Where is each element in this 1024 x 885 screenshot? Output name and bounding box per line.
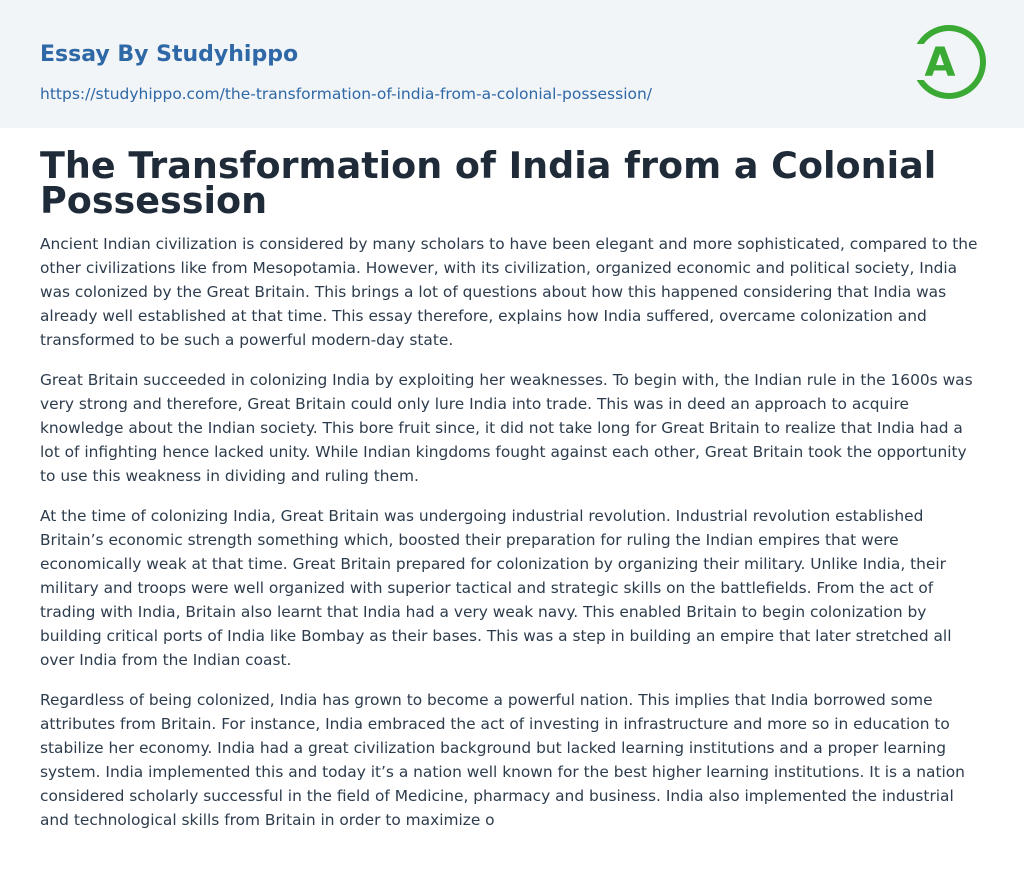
brand-title[interactable]: Essay By Studyhippo bbox=[40, 42, 299, 67]
studyhippo-logo-icon[interactable] bbox=[912, 19, 986, 105]
paragraph-1: Ancient Indian civilization is considered by many scholars to have been elegant and more sophisticated, compared to the other civilizations like from Mesopotamia. However, with its civilization, organized economic and political society, India was colonized by the Great Britain. This brings a lot of questions about how this happened considering that India was already well established at that time. This essay therefore, explains how India suffered, overcame colonization and transformed to be such a powerful modern-day state. bbox=[40, 235, 978, 349]
paragraph-3: At the time of colonizing India, Great Britain was undergoing industrial revolution. Industrial revolution established Britain’s economic strength something which, boosted their preparation for ruling the Indian empires that were economically weak at that time. Great Britain prepared for colonization by organizing their military. Unlike India, their military and troops were well organized with superior tactical and strategic skills on the battlefields. From the act of trading with India, Britain also learnt that India had a very weak navy. This enabled Britain to begin colonization by building critical ports of India like Bombay as their bases. This was a step in building an empire that later stretched all over India from the Indian coast. bbox=[40, 507, 952, 669]
paragraph-4: Regardless of being colonized, India has grown to become a powerful nation. This implies that India borrowed some attributes from Britain. For instance, India embraced the act of investing in infrastructure and more so in education to stabilize her economy. India had a great civilization background but lacked learning institutions and a proper learning system. India implemented this and today it’s a nation well known for the best higher learning institutions. It is a nation considered scholarly successful in the field of Medicine, pharmacy and business. India also implemented the industrial and technological skills from Britain in order to maximize o bbox=[40, 691, 965, 829]
site-header bbox=[0, 0, 1024, 128]
article bbox=[40, 144, 984, 848]
page-title: The Transformation of India from a Colonial Possession bbox=[40, 144, 937, 222]
source-url-link[interactable]: https://studyhippo.com/the-transformation-of-india-from-a-colonial-possession/ bbox=[40, 85, 653, 103]
paragraph-2: Great Britain succeeded in colonizing India by exploiting her weaknesses. To begin with, the Indian rule in the 1600s was very strong and therefore, Great Britain could only lure India into trade. This was in deed an approach to acquire knowledge about the Indian society. This bore fruit since, it did not take long for Great Britain to realize that India had a lot of infighting hence lacked unity. While Indian kingdoms fought against each other, Great Britain took the opportunity to use this weakness in dividing and ruling them. bbox=[40, 371, 973, 485]
logo-letter: A bbox=[924, 40, 956, 86]
